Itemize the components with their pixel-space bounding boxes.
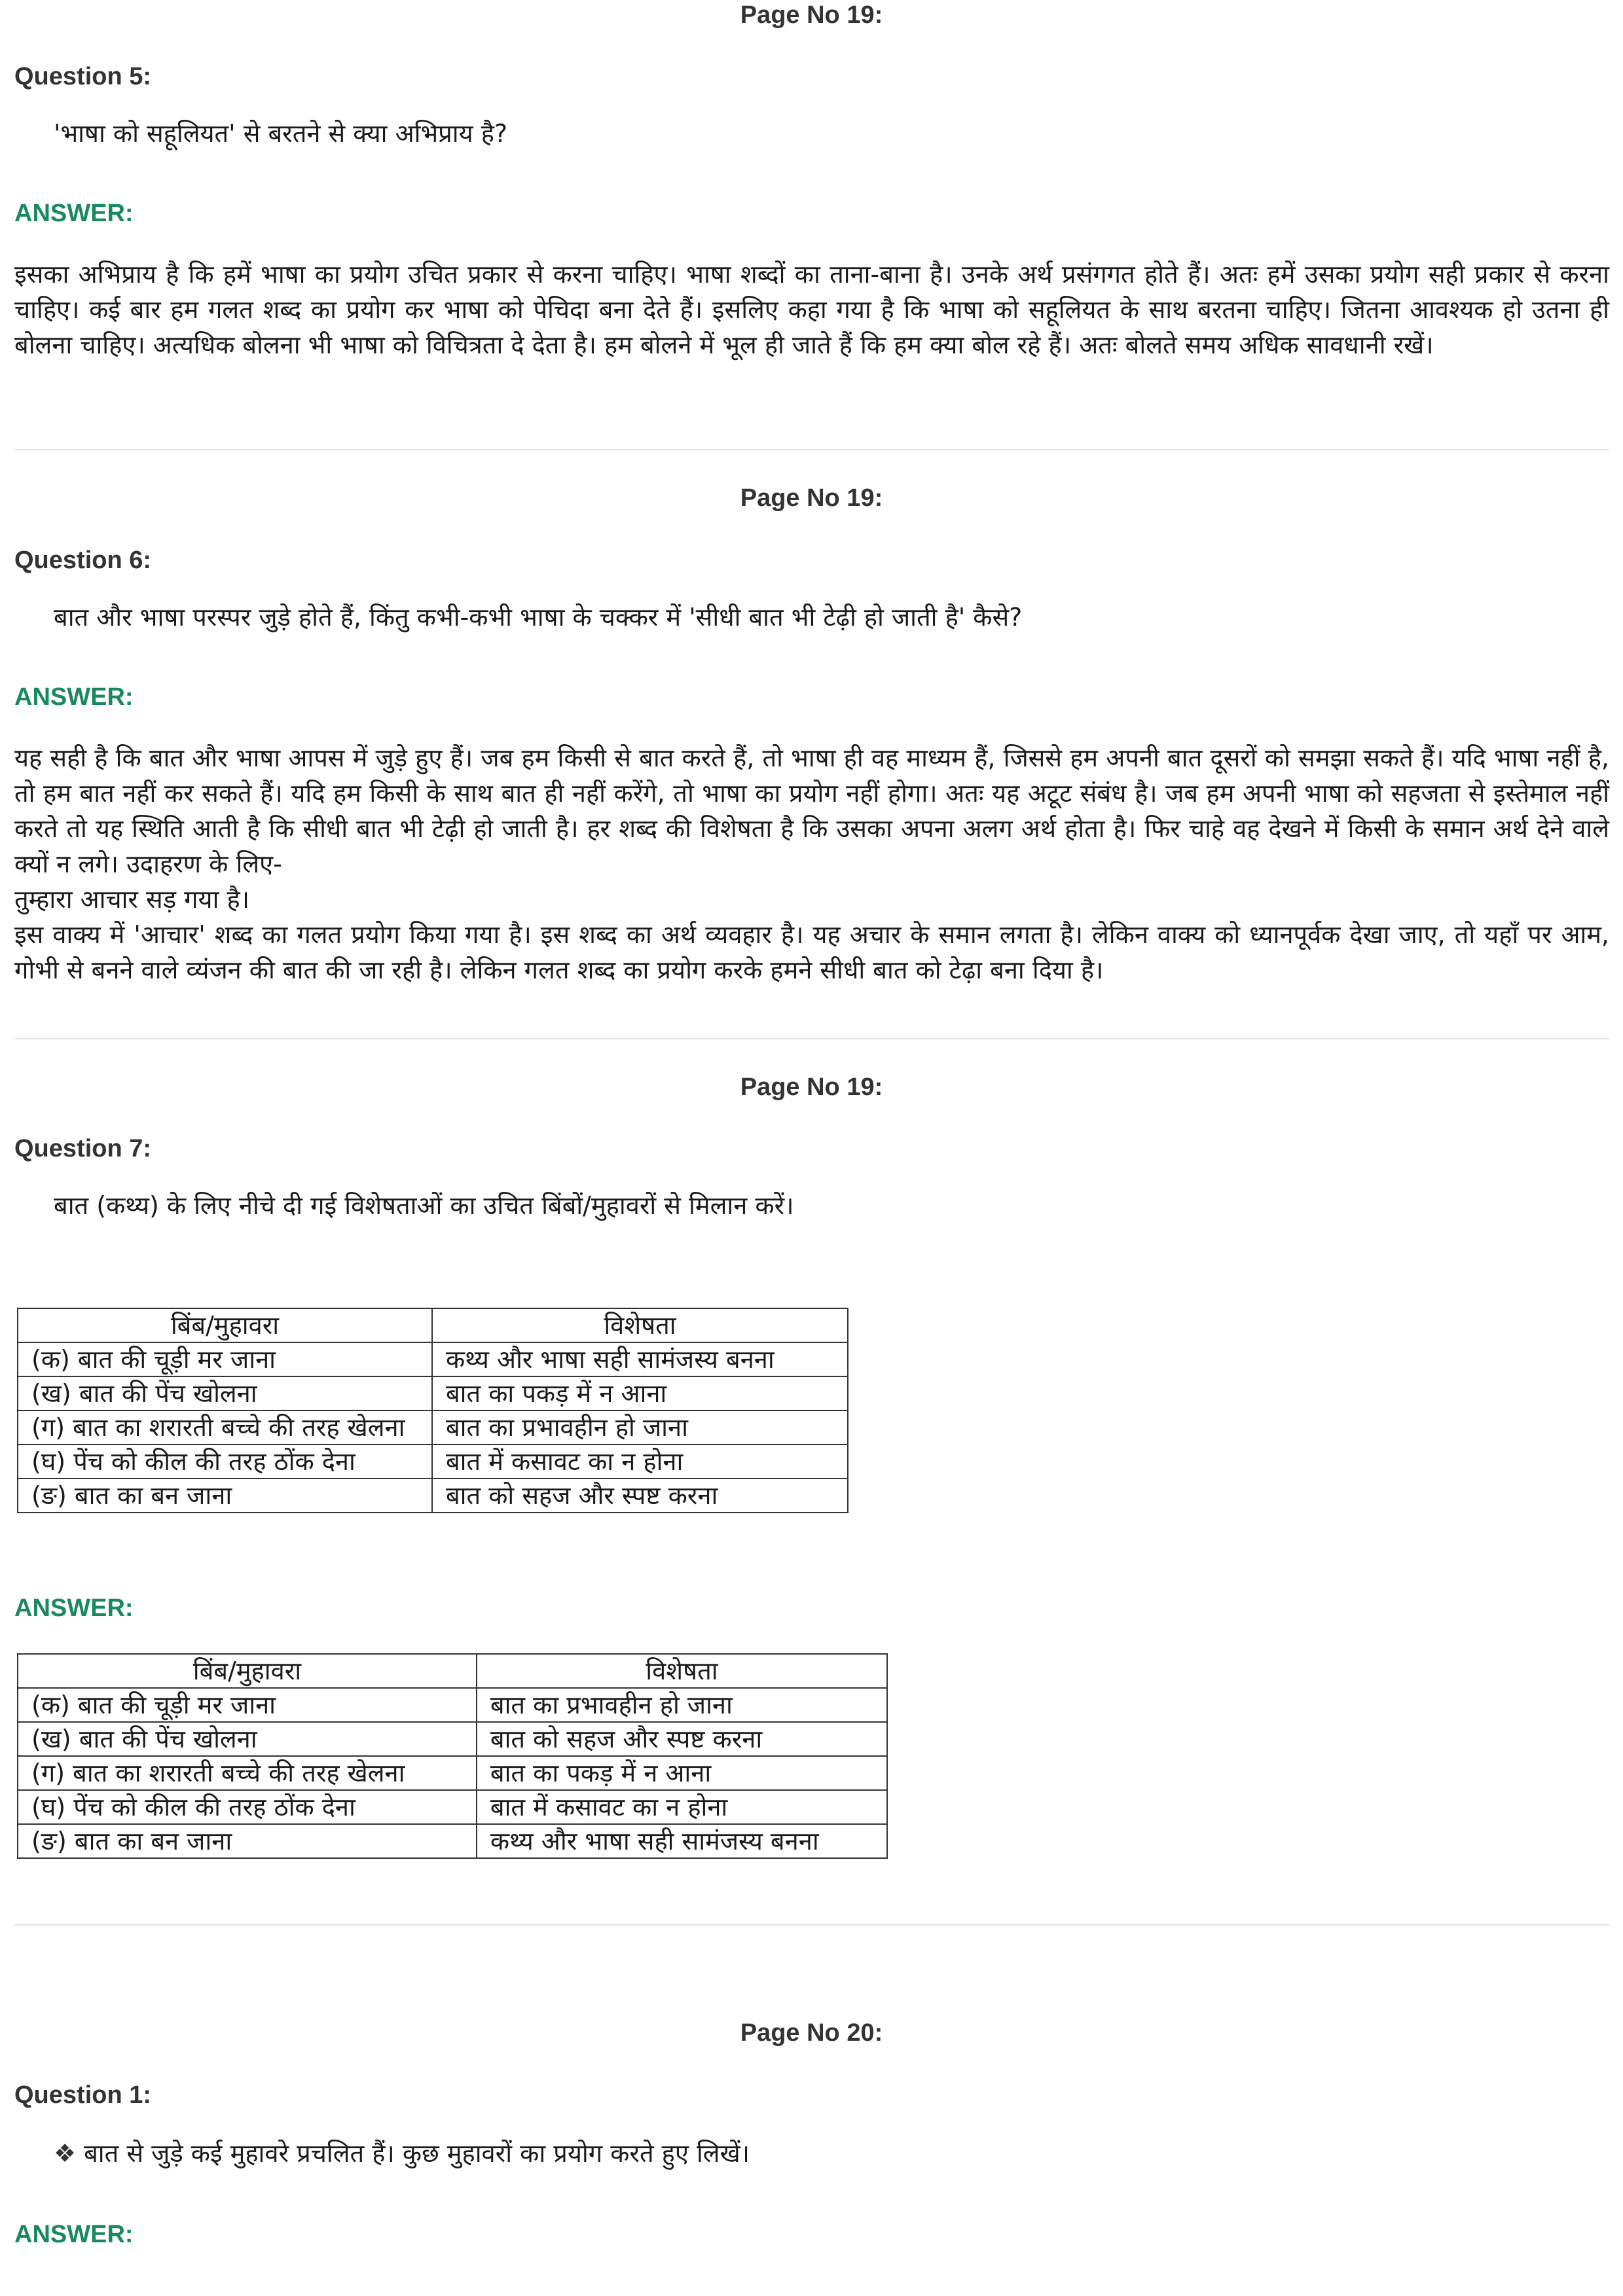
table-cell: (ङ) बात का बन जाना [18, 1479, 432, 1513]
table-cell: बात में कसावट का न होना [477, 1790, 887, 1824]
answer-paragraph: यह सही है कि बात और भाषा आपस में जुड़े हुए हैं। जब हम किसी से बात करते हैं, तो भाषा ही वह माध्यम हैं, जिससे हम अपनी बात दूसरों को समझा सकते हैं। यदि भाषा नहीं है, तो हम बात नहीं कर सकते हैं। यदि हम किसी के साथ बात ही नहीं करेंगे, तो भाषा का प्रयोग नहीं होगा। अतः यह अटूट संबंध है। जब हम अपनी भाषा को सहजता से इस्तेमाल नहीं करते तो यह स्थिति आती है कि सीधी बात भी टेढ़ी हो जाती है। हर शब्द की विशेषता है कि उसका अपना अलग अर्थ होता है। फिर चाहे वह देखने में किसी के समान अर्थ देने वाले क्यों न लगे। उदाहरण के लिए- [14, 744, 1609, 878]
table-cell: (ग) बात का शरारती बच्चे की तरह खेलना [18, 1410, 432, 1444]
question-label: Question 1: [14, 2081, 152, 2109]
question-label: Question 5: [14, 63, 152, 90]
table-cell: (ख) बात की पेंच खोलना [18, 1722, 477, 1756]
page-number: Page No 19: [740, 1073, 883, 1101]
question-text: बात (कथ्य) के लिए नीचे दी गई विशेषताओं का उचित बिंबों/मुहावरों से मिलान करें। [54, 1191, 794, 1220]
answer-text: इसका अभिप्राय है कि हमें भाषा का प्रयोग उचित प्रकार से करना चाहिए। भाषा शब्दों का ताना-बाना है। उनके अर्थ प्रसंगगत होते हैं। अतः हमें उसका प्रयोग सही प्रकार से करना चाहिए। कई बार हम गलत शब्द का प्रयोग कर भाषा को पेचिदा बना देते हैं। इसलिए कहा गया है कि भाषा को सहूलियत के साथ बरतना चाहिए। जितना आवश्यक हो उतना ही बोलना चाहिए। अत्यधिक बोलना भी भाषा को विचित्रता दे देता है। हम बोलने में भूल ही जाते हैं कि हम क्या बोल रहे हैं। अतः बोलते समय अधिक सावधानी रखें। [14, 260, 1609, 359]
page-number: Page No 19: [740, 484, 883, 512]
table-header-cell: विशेषता [432, 1308, 848, 1342]
question-match-table [17, 1308, 848, 1513]
answer-paragraph: इस वाक्य में 'आचार' शब्द का गलत प्रयोग किया गया है। इस शब्द का अर्थ व्यवहार है। यह अचार के समान लगता है। लेकिन वाक्य को ध्यानपूर्वक देखा जाए, तो यहाँ पर आम, गोभी से बनने वाले व्यंजन की बात की जा रही है। लेकिन गलत शब्द का प्रयोग करके हमने सीधी बात को टेढ़ा बना दिया है। [14, 920, 1609, 984]
question-label: Question 6: [14, 547, 152, 574]
bullet-icon: ❖ [54, 2139, 77, 2168]
table-cell: बात का पकड़ में न आना [432, 1376, 848, 1410]
answer-label: ANSWER: [14, 683, 134, 711]
table-cell: बात का प्रभावहीन हो जाना [432, 1410, 848, 1444]
table-cell: (ङ) बात का बन जाना [18, 1824, 477, 1858]
answer-label: ANSWER: [14, 2221, 134, 2248]
table-header-cell: बिंब/मुहावरा [18, 1308, 432, 1342]
table-cell: बात का प्रभावहीन हो जाना [477, 1688, 887, 1722]
question-label: Question 7: [14, 1135, 152, 1162]
section-divider [14, 1038, 1609, 1039]
answer-paragraph: तुम्हारा आचार सड़ गया है। [14, 885, 250, 914]
table-cell: (घ) पेंच को कील की तरह ठोंक देना [18, 1444, 432, 1479]
answer-label: ANSWER: [14, 1594, 134, 1622]
page-number: Page No 19: [740, 1, 883, 29]
table-cell: कथ्य और भाषा सही सामंजस्य बनना [477, 1824, 887, 1858]
answer-match-table [17, 1653, 888, 1859]
section-divider [14, 1924, 1609, 1926]
table-cell: (ख) बात की पेंच खोलना [18, 1376, 432, 1410]
question-text: 'भाषा को सहूलियत' से बरतने से क्या अभिप्राय है? [54, 119, 508, 148]
table-cell: (घ) पेंच को कील की तरह ठोंक देना [18, 1790, 477, 1824]
question-text [54, 2135, 1559, 2172]
answer-label: ANSWER: [14, 200, 134, 227]
table-cell: (क) बात की चूड़ी मर जाना [18, 1342, 432, 1376]
section-divider [14, 449, 1609, 450]
question-text-content: बात से जुड़े कई मुहावरे प्रचलित हैं। कुछ मुहावरों का प्रयोग करते हुए लिखें। [84, 2139, 750, 2168]
table-cell: बात में कसावट का न होना [432, 1444, 848, 1479]
question-text: बात और भाषा परस्पर जुड़े होते हैं, किंतु कभी-कभी भाषा के चक्कर में 'सीधी बात भी टेढ़ी हो जाती है' कैसे? [54, 603, 1023, 632]
table-cell: (क) बात की चूड़ी मर जाना [18, 1688, 477, 1722]
table-cell: (ग) बात का शरारती बच्चे की तरह खेलना [18, 1756, 477, 1790]
page-number: Page No 20: [740, 2019, 883, 2047]
table-cell: बात को सहज और स्पष्ट करना [432, 1479, 848, 1513]
table-cell: कथ्य और भाषा सही सामंजस्य बनना [432, 1342, 848, 1376]
answer-text [14, 740, 1609, 988]
table-cell: बात को सहज और स्पष्ट करना [477, 1722, 887, 1756]
table-header-cell: बिंब/मुहावरा [18, 1654, 477, 1688]
table-cell: बात का पकड़ में न आना [477, 1756, 887, 1790]
table-header-cell: विशेषता [477, 1654, 887, 1688]
